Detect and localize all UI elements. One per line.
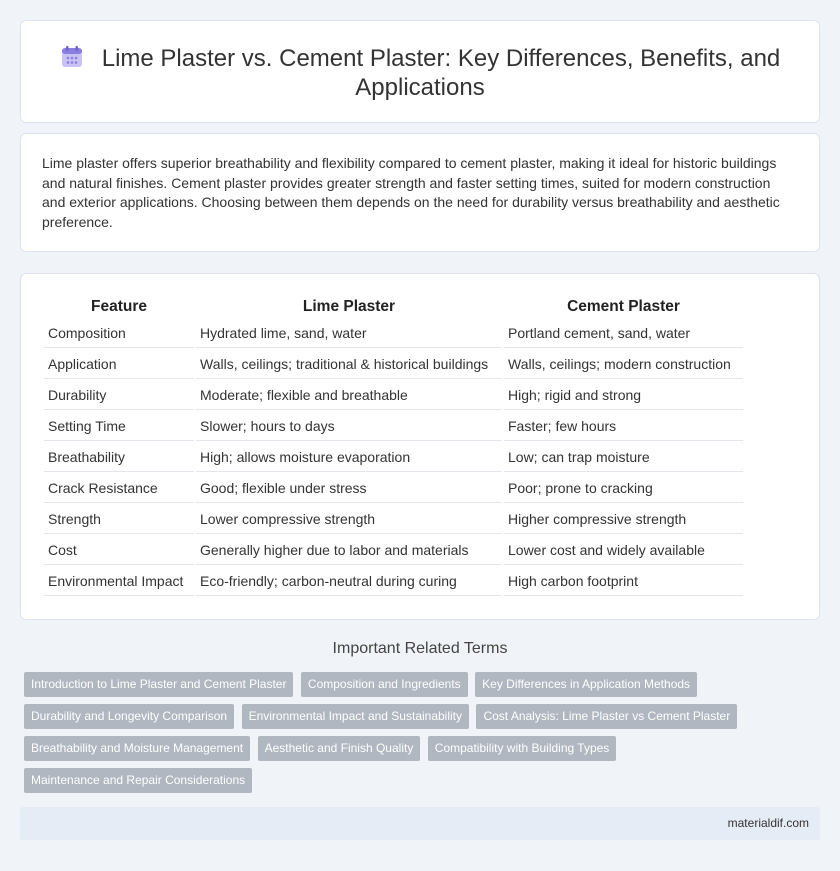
related-terms-list (24, 672, 784, 800)
feature-cell: Setting Time (44, 412, 194, 441)
cement-plaster-cell: Lower cost and widely available (504, 536, 743, 565)
title-wrap (21, 44, 819, 102)
table-row (44, 443, 743, 472)
cement-plaster-cell: Poor; prone to cracking (504, 474, 743, 503)
related-term-tag[interactable]: Composition and Ingredients (301, 672, 468, 697)
related-term-tag[interactable]: Introduction to Lime Plaster and Cement Plaster (24, 672, 293, 697)
column-header-cement-plaster: Cement Plaster (567, 297, 680, 315)
related-term-tag[interactable]: Environmental Impact and Sustainability (242, 704, 469, 729)
feature-cell: Crack Resistance (44, 474, 194, 503)
lime-plaster-cell: Walls, ceilings; traditional & historical buildings (196, 350, 502, 379)
table-row (44, 505, 743, 534)
table-row (44, 381, 743, 410)
feature-cell: Application (44, 350, 194, 379)
feature-cell: Durability (44, 381, 194, 410)
calendar-icon (60, 45, 84, 69)
comparison-table-card (20, 273, 820, 620)
lime-plaster-cell: Lower compressive strength (196, 505, 502, 534)
lime-plaster-cell: Moderate; flexible and breathable (196, 381, 502, 410)
page-title: Lime Plaster vs. Cement Plaster: Key Differences, Benefits, and Applications (101, 45, 781, 101)
cement-plaster-cell: Faster; few hours (504, 412, 743, 441)
related-term-tag[interactable]: Durability and Longevity Comparison (24, 704, 234, 729)
lime-plaster-cell: Hydrated lime, sand, water (196, 319, 502, 348)
related-term-tag[interactable]: Key Differences in Application Methods (475, 672, 697, 697)
lime-plaster-cell: Eco-friendly; carbon-neutral during curing (196, 567, 502, 596)
feature-cell: Strength (44, 505, 194, 534)
related-term-tag[interactable]: Breathability and Moisture Management (24, 736, 250, 761)
related-term-tag[interactable]: Compatibility with Building Types (428, 736, 617, 761)
column-header-lime-plaster: Lime Plaster (302, 297, 396, 315)
feature-cell: Environmental Impact (44, 567, 194, 596)
cement-plaster-cell: Portland cement, sand, water (504, 319, 743, 348)
footer (20, 807, 820, 840)
lime-plaster-cell: Good; flexible under stress (196, 474, 502, 503)
summary-card (20, 133, 820, 252)
table-row (44, 474, 743, 503)
cement-plaster-cell: Walls, ceilings; modern construction (504, 350, 743, 379)
table-row (44, 536, 743, 565)
lime-plaster-cell: Generally higher due to labor and materials (196, 536, 502, 565)
column-header-feature: Feature (91, 297, 147, 315)
table-header-row (44, 296, 743, 317)
related-term-tag[interactable]: Aesthetic and Finish Quality (258, 736, 421, 761)
cement-plaster-cell: High carbon footprint (504, 567, 743, 596)
feature-cell: Breathability (44, 443, 194, 472)
feature-cell: Cost (44, 536, 194, 565)
feature-cell: Composition (44, 319, 194, 348)
footer-site-link[interactable]: materialdif.com (727, 816, 809, 830)
table-row (44, 567, 743, 596)
summary-text: Lime plaster offers superior breathability and flexibility compared to cement plaster, making it ideal for historic buildings and natural finishes. Cement plaster provides greater strength and faster setting times, suited for modern construction and exterior applications. Choosing between them depends on the need for durability versus breathability and aesthetic preference. (42, 155, 780, 230)
related-terms-heading: Important Related Terms (332, 640, 508, 657)
header-card (20, 20, 820, 123)
related-term-tag[interactable]: Cost Analysis: Lime Plaster vs Cement Plaster (476, 704, 737, 729)
cement-plaster-cell: High; rigid and strong (504, 381, 743, 410)
table-row (44, 319, 743, 348)
table-row (44, 350, 743, 379)
table-row (44, 412, 743, 441)
cement-plaster-cell: Higher compressive strength (504, 505, 743, 534)
related-term-tag[interactable]: Maintenance and Repair Considerations (24, 768, 252, 793)
lime-plaster-cell: High; allows moisture evaporation (196, 443, 502, 472)
comparison-table (42, 294, 745, 598)
cement-plaster-cell: Low; can trap moisture (504, 443, 743, 472)
lime-plaster-cell: Slower; hours to days (196, 412, 502, 441)
